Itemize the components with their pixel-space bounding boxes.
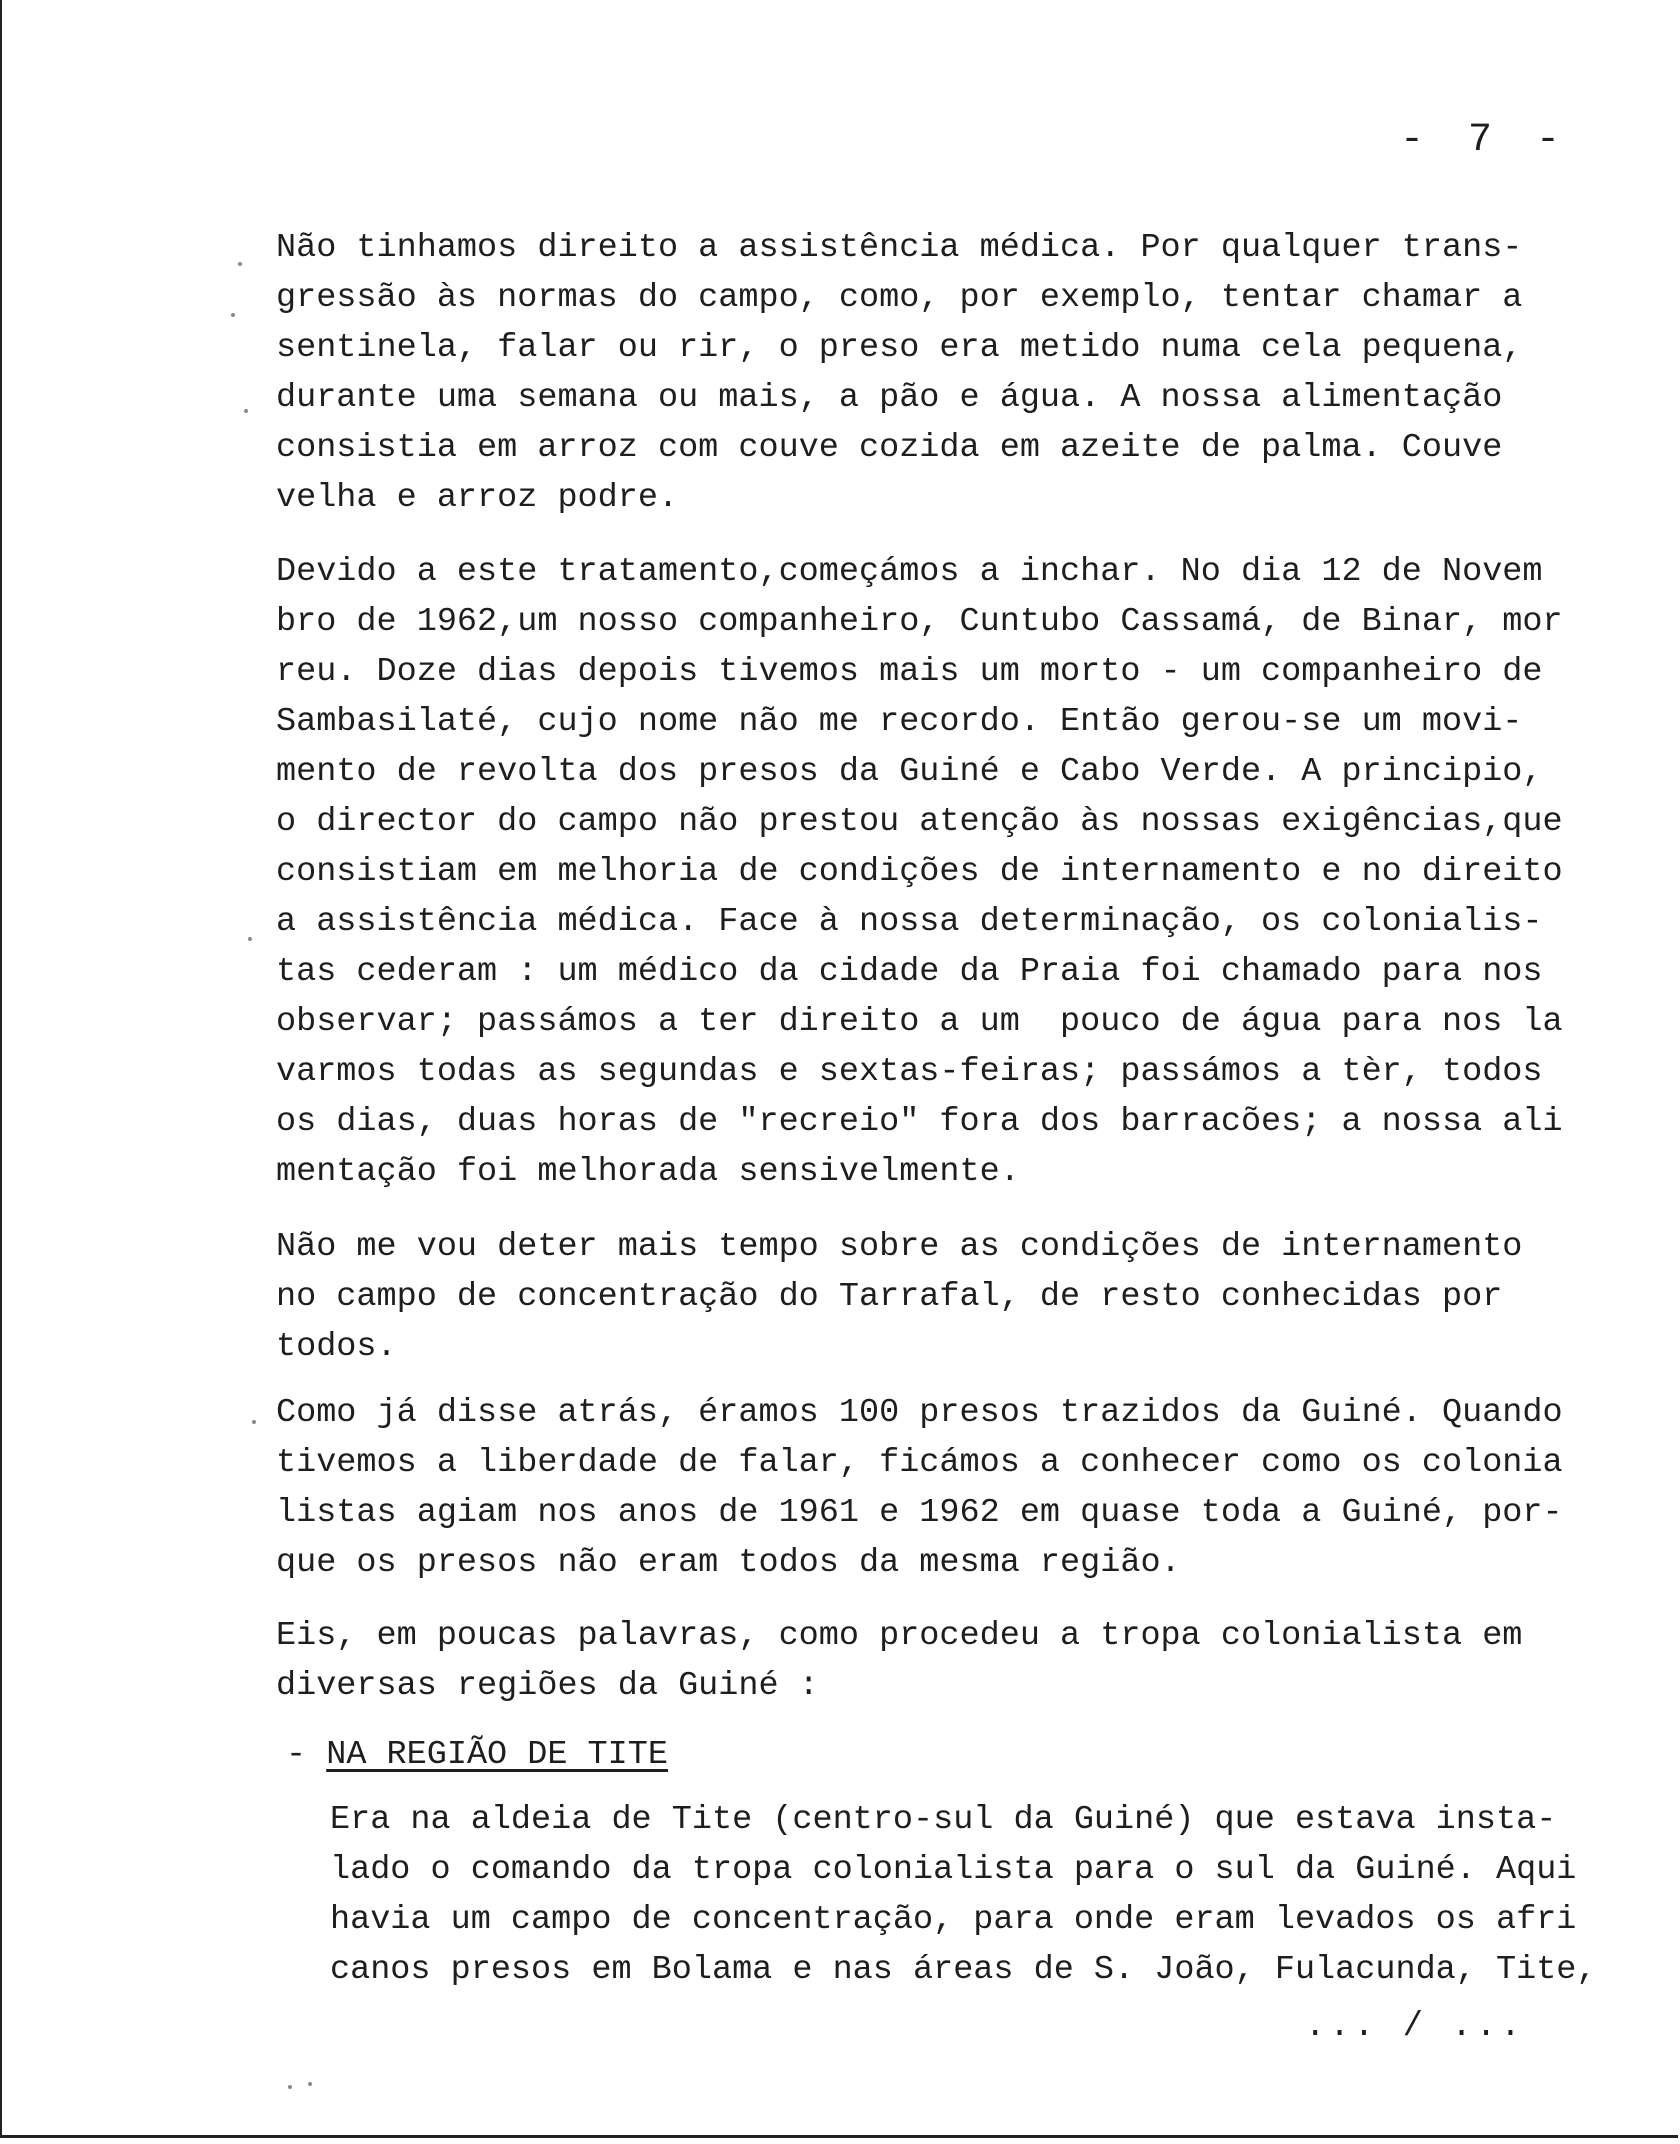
text-line: varmos todas as segundas e sextas-feiras; passámos a tèr, todos: [276, 1053, 1543, 1091]
text-line: tivemos a liberdade de falar, ficámos a conhecer como os colonia: [276, 1444, 1563, 1482]
margin-mark: [252, 1420, 256, 1424]
text-line: Eis, em poucas palavras, como procedeu a tropa colonialista em: [276, 1617, 1523, 1655]
section-heading-tite: [286, 1730, 668, 1780]
text-line: bro de 1962,um nosso companheiro, Cuntubo Cassamá, de Binar, mor: [276, 603, 1563, 641]
margin-mark: [288, 2085, 292, 2089]
text-line: durante uma semana ou mais, a pão e água. A nossa alimentação: [276, 379, 1503, 417]
text-line: gressão às normas do campo, como, por exemplo, tentar chamar a: [276, 279, 1523, 317]
text-line: consistiam em melhoria de condições de internamento e no direito: [276, 853, 1563, 891]
text-line: velha e arroz podre.: [276, 479, 679, 517]
text-line: sentinela, falar ou rir, o preso era metido numa cela pequena,: [276, 329, 1523, 367]
text-line: Não tinhamos direito a assistência médica. Por qualquer trans-: [276, 229, 1523, 267]
text-line: mento de revolta dos presos da Guiné e Cabo Verde. A principio,: [276, 753, 1543, 791]
paragraph-medical-assistance: [276, 223, 1606, 523]
text-line: Devido a este tratamento,começámos a inchar. No dia 12 de Novem: [276, 553, 1543, 591]
text-line: todos.: [276, 1328, 397, 1366]
text-line: Sambasilaté, cujo nome não me recordo. Então gerou-se um movi-: [276, 703, 1523, 741]
text-line: mentação foi melhorada sensivelmente.: [276, 1153, 1020, 1191]
paragraph-revolt: [276, 547, 1606, 1197]
margin-mark: [244, 409, 248, 413]
text-line: Não me vou deter mais tempo sobre as condições de internamento: [276, 1228, 1523, 1266]
margin-mark: [231, 313, 235, 317]
text-line: no campo de concentração do Tarrafal, de resto conhecidas por: [276, 1278, 1503, 1316]
text-line: o director do campo não prestou atenção às nossas exigências,que: [276, 803, 1563, 841]
paragraph-intro-regions: [276, 1611, 1606, 1711]
heading-dash: -: [286, 1736, 327, 1774]
text-line: os dias, duas horas de "recreio" fora dos barracões; a nossa ali: [276, 1103, 1563, 1141]
text-line: reu. Doze dias depois tivemos mais um morto - um companheiro de: [276, 653, 1543, 691]
text-line: lado o comando da tropa colonialista para o sul da Guiné. Aqui: [330, 1851, 1577, 1889]
text-line: diversas regiões da Guiné :: [276, 1667, 819, 1705]
margin-mark: [308, 2082, 312, 2086]
text-line: listas agiam nos anos de 1961 e 1962 em quase toda a Guiné, por-: [276, 1494, 1563, 1532]
text-line: canos presos em Bolama e nas áreas de S. João, Fulacunda, Tite,: [330, 1951, 1597, 1989]
margin-mark: [238, 262, 242, 266]
text-line: observar; passámos a ter direito a um pouco de água para nos la: [276, 1003, 1563, 1041]
paragraph-tite: [330, 1795, 1630, 1995]
text-line: a assistência médica. Face à nossa determinação, os colonialis-: [276, 903, 1543, 941]
paragraph-prisoners: [276, 1388, 1606, 1588]
text-line: havia um campo de concentração, para onde eram levados os afri: [330, 1901, 1577, 1939]
text-line: Como já disse atrás, éramos 100 presos trazidos da Guiné. Quando: [276, 1394, 1563, 1432]
heading-title: NA REGIÃO DE TITE: [326, 1736, 668, 1774]
text-line: Era na aldeia de Tite (centro-sul da Guiné) que estava insta-: [330, 1801, 1557, 1839]
continuation-marker: ... / ...: [1305, 2008, 1525, 2046]
text-line: que os presos não eram todos da mesma região.: [276, 1544, 1181, 1582]
paragraph-tarrafal: [276, 1222, 1606, 1372]
text-line: consistia em arroz com couve cozida em azeite de palma. Couve: [276, 429, 1503, 467]
text-line: tas cederam : um médico da cidade da Praia foi chamado para nos: [276, 953, 1543, 991]
margin-mark: [248, 937, 252, 941]
page-number: - 7 -: [1400, 118, 1571, 163]
